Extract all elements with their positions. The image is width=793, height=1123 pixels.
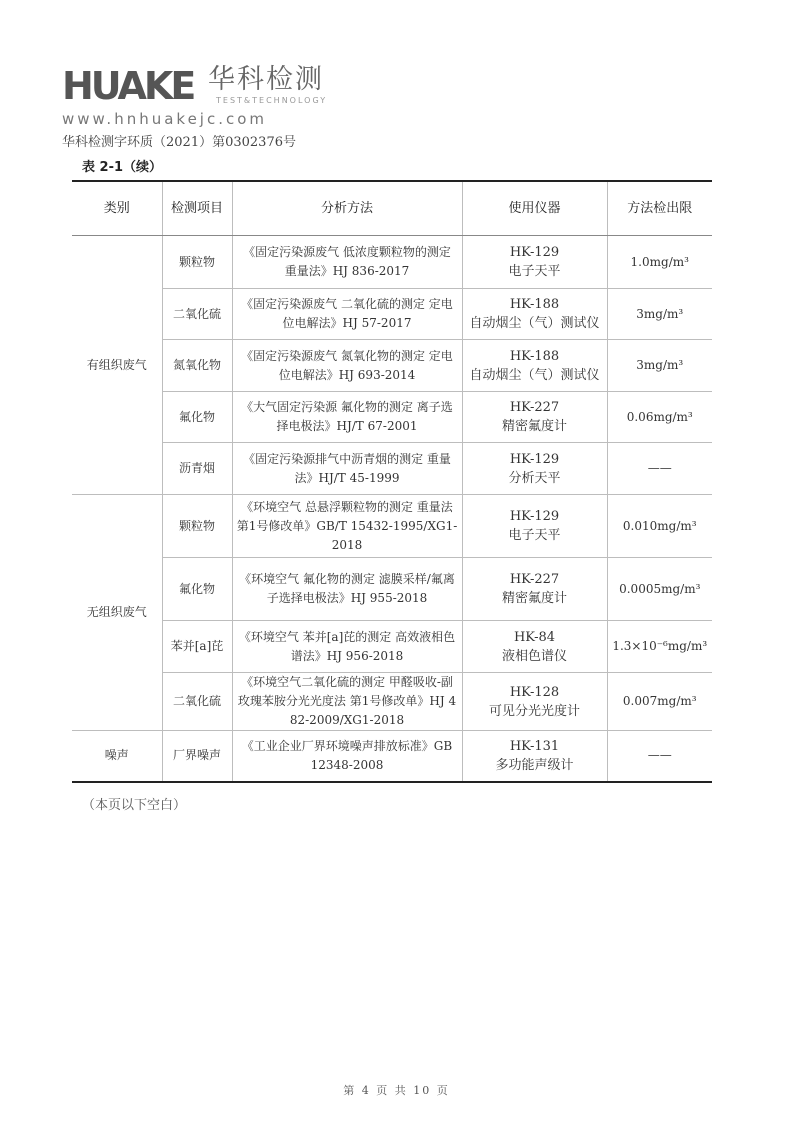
item-cell: 二氧化硫 (162, 289, 232, 340)
header-detection-limit: 方法检出限 (607, 181, 712, 236)
report-number: 华科检测字环质（2021）第0302376号 (62, 135, 296, 150)
instrument-name: 自动烟尘（气）测试仪 (469, 316, 600, 331)
instrument-code: HK-84 (513, 629, 556, 645)
category-cell: 无组织废气 (72, 495, 162, 731)
method-cell: 《固定污染源排气中沥青烟的测定 重量法》HJ/T 45-1999 (232, 443, 462, 495)
instrument-code: HK-188 (509, 348, 560, 364)
method-cell: 《大气固定污染源 氟化物的测定 离子选择电极法》HJ/T 67-2001 (232, 392, 462, 443)
instrument-code: HK-188 (509, 297, 560, 312)
method-cell: 《环境空气 苯并[a]芘的测定 高效液相色谱法》HJ 956-2018 (232, 621, 462, 673)
method-cell: 《环境空气 氟化物的测定 滤膜采样/氟离子选择电极法》HJ 955-2018 (232, 558, 462, 621)
instrument-cell (462, 443, 607, 495)
limit-cell: 0.06mg/m³ (607, 392, 712, 443)
logo-wordmark: HUAKE (62, 64, 194, 108)
logo-tagline: TEST&TECHNOLOGY (216, 96, 328, 105)
method-cell: 《环境空气二氧化硫的测定 甲醛吸收-副玫瑰苯胺分光光度法 第1号修改单》HJ 482-2009/XG1-2018 (232, 673, 462, 731)
instrument-name: 电子天平 (508, 264, 561, 279)
instrument-code: HK-129 (509, 245, 560, 260)
limit-cell: 0.007mg/m³ (607, 673, 712, 731)
instrument-name: 电子天平 (508, 528, 561, 543)
instrument-cell (462, 289, 607, 340)
method-cell: 《固定污染源废气 氮氧化物的测定 定电位电解法》HJ 693-2014 (232, 340, 462, 392)
detection-methods-table (72, 180, 712, 783)
instrument-code: HK-227 (509, 400, 560, 415)
table-row (72, 236, 712, 289)
blank-below-note: （本页以下空白） (82, 798, 187, 813)
instrument-name: 精密氟度计 (501, 591, 567, 606)
header-instrument: 使用仪器 (462, 181, 607, 236)
limit-cell: 3mg/m³ (607, 340, 712, 392)
instrument-cell (462, 340, 607, 392)
category-cell: 噪声 (72, 731, 162, 782)
page-number: 第 4 页 共 10 页 (343, 1084, 450, 1097)
limit-cell: 0.0005mg/m³ (607, 558, 712, 621)
logo-chinese-name: 华科检测 (208, 64, 324, 95)
table-row (72, 731, 712, 782)
instrument-name: 多功能声级计 (495, 757, 574, 773)
table-header-row (72, 181, 712, 236)
item-cell: 氟化物 (162, 392, 232, 443)
table-row (72, 392, 712, 443)
item-cell: 苯并[a]芘 (162, 621, 232, 673)
method-cell: 《环境空气 总悬浮颗粒物的测定 重量法 第1号修改单》GB/T 15432-1995/XG1-2018 (232, 495, 462, 558)
instrument-name: 精密氟度计 (501, 419, 567, 434)
table-row (72, 495, 712, 558)
instrument-code: HK-129 (509, 509, 560, 524)
header-category: 类别 (72, 181, 162, 236)
table-caption: 表 2-1（续） (82, 160, 163, 175)
table-row (72, 443, 712, 495)
item-cell: 厂界噪声 (162, 731, 232, 782)
item-cell: 二氧化硫 (162, 673, 232, 731)
item-cell: 颗粒物 (162, 236, 232, 289)
instrument-cell (462, 731, 607, 782)
method-cell: 《固定污染源废气 低浓度颗粒物的测定 重量法》HJ 836-2017 (232, 236, 462, 289)
instrument-cell (462, 495, 607, 558)
limit-cell: 1.3×10⁻⁶mg/m³ (607, 621, 712, 673)
item-cell: 颗粒物 (162, 495, 232, 558)
item-cell: 沥青烟 (162, 443, 232, 495)
instrument-code: HK-227 (509, 572, 560, 587)
website-url: www.hnhuakejc.com (62, 110, 268, 128)
header-method: 分析方法 (232, 181, 462, 236)
instrument-name: 液相色谱仪 (501, 648, 567, 664)
table-row (72, 289, 712, 340)
category-cell: 有组织废气 (72, 236, 162, 495)
header-item: 检测项目 (162, 181, 232, 236)
limit-cell: 0.010mg/m³ (607, 495, 712, 558)
table-row (72, 621, 712, 673)
limit-cell: —— (607, 731, 712, 782)
item-cell: 氮氧化物 (162, 340, 232, 392)
table-row (72, 558, 712, 621)
instrument-cell (462, 673, 607, 731)
instrument-cell (462, 558, 607, 621)
limit-cell: —— (607, 443, 712, 495)
instrument-code: HK-129 (509, 451, 560, 467)
table-row (72, 340, 712, 392)
instrument-code: HK-131 (509, 738, 560, 754)
item-cell: 氟化物 (162, 558, 232, 621)
table-row (72, 673, 712, 731)
instrument-name: 自动烟尘（气）测试仪 (469, 367, 600, 383)
instrument-cell (462, 236, 607, 289)
limit-cell: 3mg/m³ (607, 289, 712, 340)
instrument-name: 分析天平 (508, 470, 561, 486)
instrument-cell (462, 621, 607, 673)
instrument-code: HK-128 (509, 684, 560, 700)
method-cell: 《固定污染源废气 二氧化硫的测定 定电位电解法》HJ 57-2017 (232, 289, 462, 340)
instrument-cell (462, 392, 607, 443)
method-cell: 《工业企业厂界环境噪声排放标准》GB 12348-2008 (232, 731, 462, 782)
limit-cell: 1.0mg/m³ (607, 236, 712, 289)
instrument-name: 可见分光光度计 (488, 703, 580, 719)
company-logo (62, 66, 382, 106)
